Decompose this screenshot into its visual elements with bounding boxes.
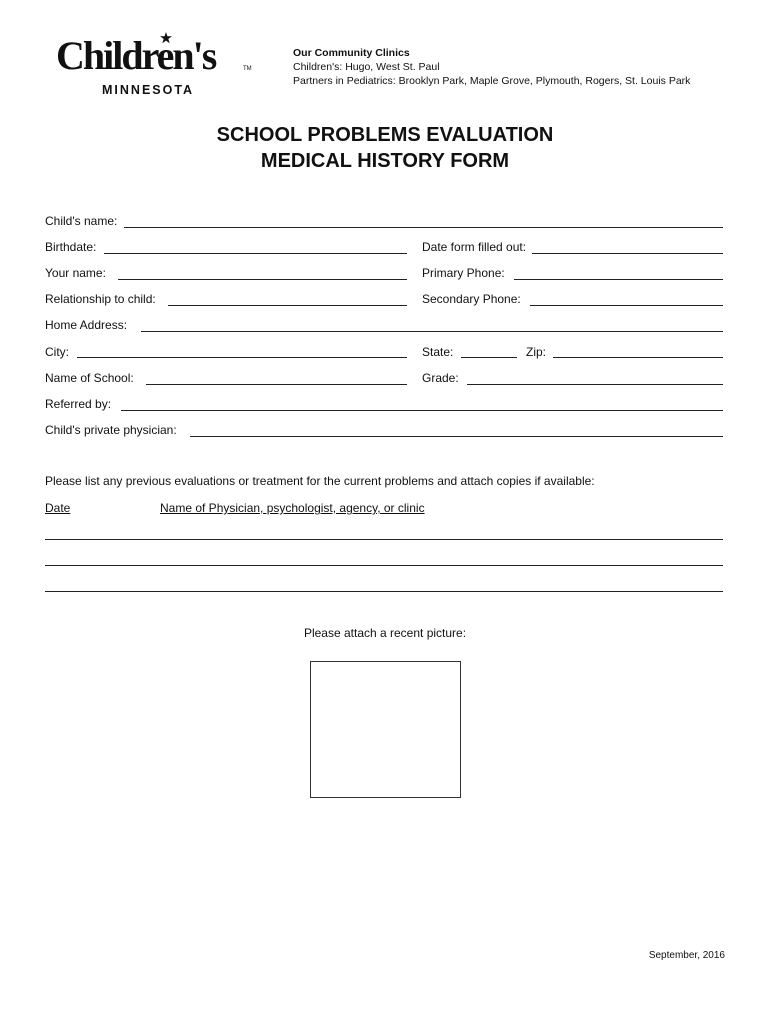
birthdate-label: Birthdate: (45, 240, 97, 254)
form-title-line-2: MEDICAL HISTORY FORM (260, 150, 510, 172)
your-name-label: Your name: (45, 266, 106, 280)
grade-field[interactable] (467, 384, 723, 385)
col-name-header: Name of Physician, psychologist, agency, or clinic (160, 501, 425, 515)
form-title (0, 122, 770, 174)
home-address-field[interactable] (141, 331, 723, 332)
date-filled-label: Date form filled out: (422, 240, 527, 254)
physician-label: Child's private physician: (45, 423, 177, 437)
city-field[interactable] (77, 357, 407, 358)
physician-field[interactable] (190, 436, 723, 437)
childs-name-field[interactable] (124, 227, 723, 228)
evaluation-line-2[interactable] (45, 565, 723, 566)
clinics-line-1: Children's: Hugo, West St. Paul (293, 61, 440, 73)
logo-trademark: TM (243, 66, 252, 72)
evaluation-line-1[interactable] (45, 539, 723, 540)
clinics-line-2: Partners in Pediatrics: Brooklyn Park, Maple Grove, Plymouth, Rogers, St. Louis Park (293, 75, 691, 87)
clinics-info (293, 46, 690, 88)
your-name-field[interactable] (118, 279, 407, 280)
form-title-line-1: SCHOOL PROBLEMS EVALUATION (216, 124, 554, 146)
state-label: State: (422, 345, 454, 359)
grade-label: Grade: (422, 371, 459, 385)
zip-label: Zip: (526, 345, 547, 359)
zip-field[interactable] (553, 357, 723, 358)
primary-phone-field[interactable] (514, 279, 723, 280)
clinics-heading: Our Community Clinics (293, 47, 410, 59)
logo-subtitle: MINNESOTA (102, 83, 195, 97)
birthdate-field[interactable] (104, 253, 407, 254)
referred-by-label: Referred by: (45, 397, 112, 411)
evaluation-line-3[interactable] (45, 591, 723, 592)
date-filled-field[interactable] (532, 253, 723, 254)
city-label: City: (45, 345, 69, 359)
relationship-field[interactable] (168, 305, 407, 306)
col-date-header: Date (45, 501, 71, 515)
referred-by-field[interactable] (121, 410, 723, 411)
home-address-label: Home Address: (45, 318, 128, 332)
secondary-phone-label: Secondary Phone: (422, 292, 521, 306)
primary-phone-label: Primary Phone: (422, 266, 505, 280)
relationship-label: Relationship to child: (45, 292, 156, 306)
childrens-minnesota-logo (56, 32, 256, 98)
evaluations-prompt: Please list any previous evaluations or treatment for the current problems and attach copies if available: (45, 474, 595, 488)
picture-label: Please attach a recent picture: (303, 626, 467, 640)
childs-name-label: Child's name: (45, 214, 118, 228)
footer-date: September, 2016 (648, 950, 725, 961)
school-field[interactable] (146, 384, 407, 385)
logo-wordmark: Children's (56, 33, 216, 78)
school-label: Name of School: (45, 371, 134, 385)
picture-box[interactable] (310, 661, 461, 798)
state-field[interactable] (461, 357, 517, 358)
secondary-phone-field[interactable] (530, 305, 723, 306)
